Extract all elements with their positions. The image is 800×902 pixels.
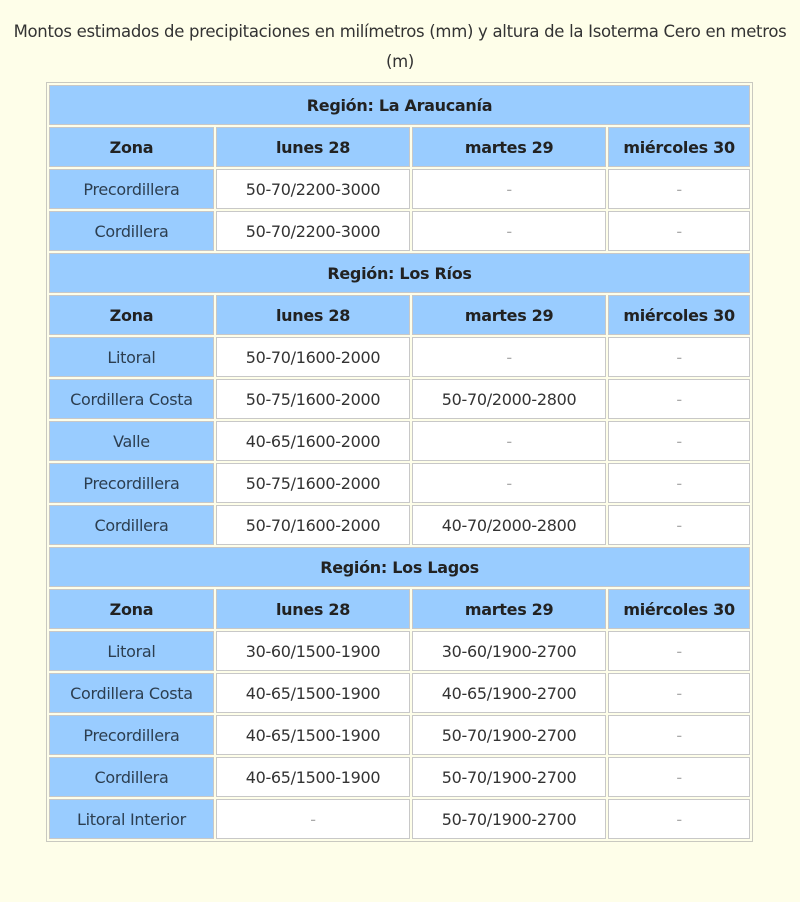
table-row: [49, 463, 750, 503]
column-header-martes: martes 29: [412, 127, 606, 167]
region-header-row: [49, 85, 750, 125]
value-cell-martes: 50-70/1900-2700: [412, 799, 606, 839]
value-cell-lunes: 40-65/1600-2000: [216, 421, 410, 461]
value-cell-miercoles: -: [608, 337, 750, 377]
forecast-table-container: [46, 82, 753, 842]
value-cell-lunes: 50-70/2200-3000: [216, 169, 410, 209]
value-cell-lunes: 40-65/1500-1900: [216, 715, 410, 755]
column-header-martes: martes 29: [412, 295, 606, 335]
value-cell-martes: -: [412, 337, 606, 377]
column-header-miercoles: miércoles 30: [608, 589, 750, 629]
column-header-zona: Zona: [49, 295, 214, 335]
value-cell-lunes: -: [216, 799, 410, 839]
value-cell-martes: -: [412, 211, 606, 251]
column-header-row: [49, 295, 750, 335]
value-cell-martes: 50-70/1900-2700: [412, 715, 606, 755]
zona-cell: Precordillera: [49, 169, 214, 209]
value-cell-miercoles: -: [608, 673, 750, 713]
zona-cell: Cordillera Costa: [49, 673, 214, 713]
forecast-table-body: [49, 85, 750, 839]
value-cell-miercoles: -: [608, 421, 750, 461]
table-row: [49, 505, 750, 545]
value-cell-martes: -: [412, 421, 606, 461]
region-title: Región: Los Lagos: [49, 547, 750, 587]
zona-cell: Cordillera Costa: [49, 379, 214, 419]
value-cell-miercoles: -: [608, 463, 750, 503]
column-header-row: [49, 589, 750, 629]
table-row: [49, 337, 750, 377]
zona-cell: Cordillera: [49, 505, 214, 545]
value-cell-lunes: 50-70/2200-3000: [216, 211, 410, 251]
table-row: [49, 799, 750, 839]
value-cell-martes: -: [412, 463, 606, 503]
value-cell-martes: 50-70/2000-2800: [412, 379, 606, 419]
zona-cell: Cordillera: [49, 211, 214, 251]
value-cell-miercoles: -: [608, 379, 750, 419]
value-cell-lunes: 50-75/1600-2000: [216, 379, 410, 419]
table-row: [49, 379, 750, 419]
value-cell-miercoles: -: [608, 505, 750, 545]
column-header-zona: Zona: [49, 127, 214, 167]
value-cell-lunes: 30-60/1500-1900: [216, 631, 410, 671]
table-row: [49, 169, 750, 209]
value-cell-martes: -: [412, 169, 606, 209]
zona-cell: Precordillera: [49, 463, 214, 503]
zona-cell: Litoral: [49, 337, 214, 377]
value-cell-miercoles: -: [608, 799, 750, 839]
table-caption: Montos estimados de precipitaciones en milímetros (mm) y altura de la Isoterma Cero en metros (m): [13, 22, 787, 71]
value-cell-miercoles: -: [608, 211, 750, 251]
column-header-zona: Zona: [49, 589, 214, 629]
value-cell-lunes: 50-70/1600-2000: [216, 337, 410, 377]
value-cell-miercoles: -: [608, 715, 750, 755]
value-cell-martes: 50-70/1900-2700: [412, 757, 606, 797]
value-cell-lunes: 40-65/1500-1900: [216, 673, 410, 713]
table-row: [49, 673, 750, 713]
precipitation-forecast-table: [46, 82, 753, 842]
value-cell-lunes: 50-70/1600-2000: [216, 505, 410, 545]
region-header-row: [49, 547, 750, 587]
region-title: Región: Los Ríos: [49, 253, 750, 293]
value-cell-martes: 40-70/2000-2800: [412, 505, 606, 545]
zona-cell: Cordillera: [49, 757, 214, 797]
column-header-lunes: lunes 28: [216, 127, 410, 167]
column-header-row: [49, 127, 750, 167]
table-row: [49, 421, 750, 461]
column-header-martes: martes 29: [412, 589, 606, 629]
column-header-miercoles: miércoles 30: [608, 127, 750, 167]
value-cell-miercoles: -: [608, 757, 750, 797]
value-cell-miercoles: -: [608, 169, 750, 209]
region-title: Región: La Araucanía: [49, 85, 750, 125]
table-row: [49, 757, 750, 797]
value-cell-lunes: 40-65/1500-1900: [216, 757, 410, 797]
value-cell-miercoles: -: [608, 631, 750, 671]
table-row: [49, 715, 750, 755]
zona-cell: Valle: [49, 421, 214, 461]
value-cell-martes: 40-65/1900-2700: [412, 673, 606, 713]
table-row: [49, 631, 750, 671]
column-header-miercoles: miércoles 30: [608, 295, 750, 335]
zona-cell: Litoral Interior: [49, 799, 214, 839]
value-cell-lunes: 50-75/1600-2000: [216, 463, 410, 503]
column-header-lunes: lunes 28: [216, 589, 410, 629]
region-header-row: [49, 253, 750, 293]
table-row: [49, 211, 750, 251]
zona-cell: Precordillera: [49, 715, 214, 755]
value-cell-martes: 30-60/1900-2700: [412, 631, 606, 671]
column-header-lunes: lunes 28: [216, 295, 410, 335]
zona-cell: Litoral: [49, 631, 214, 671]
